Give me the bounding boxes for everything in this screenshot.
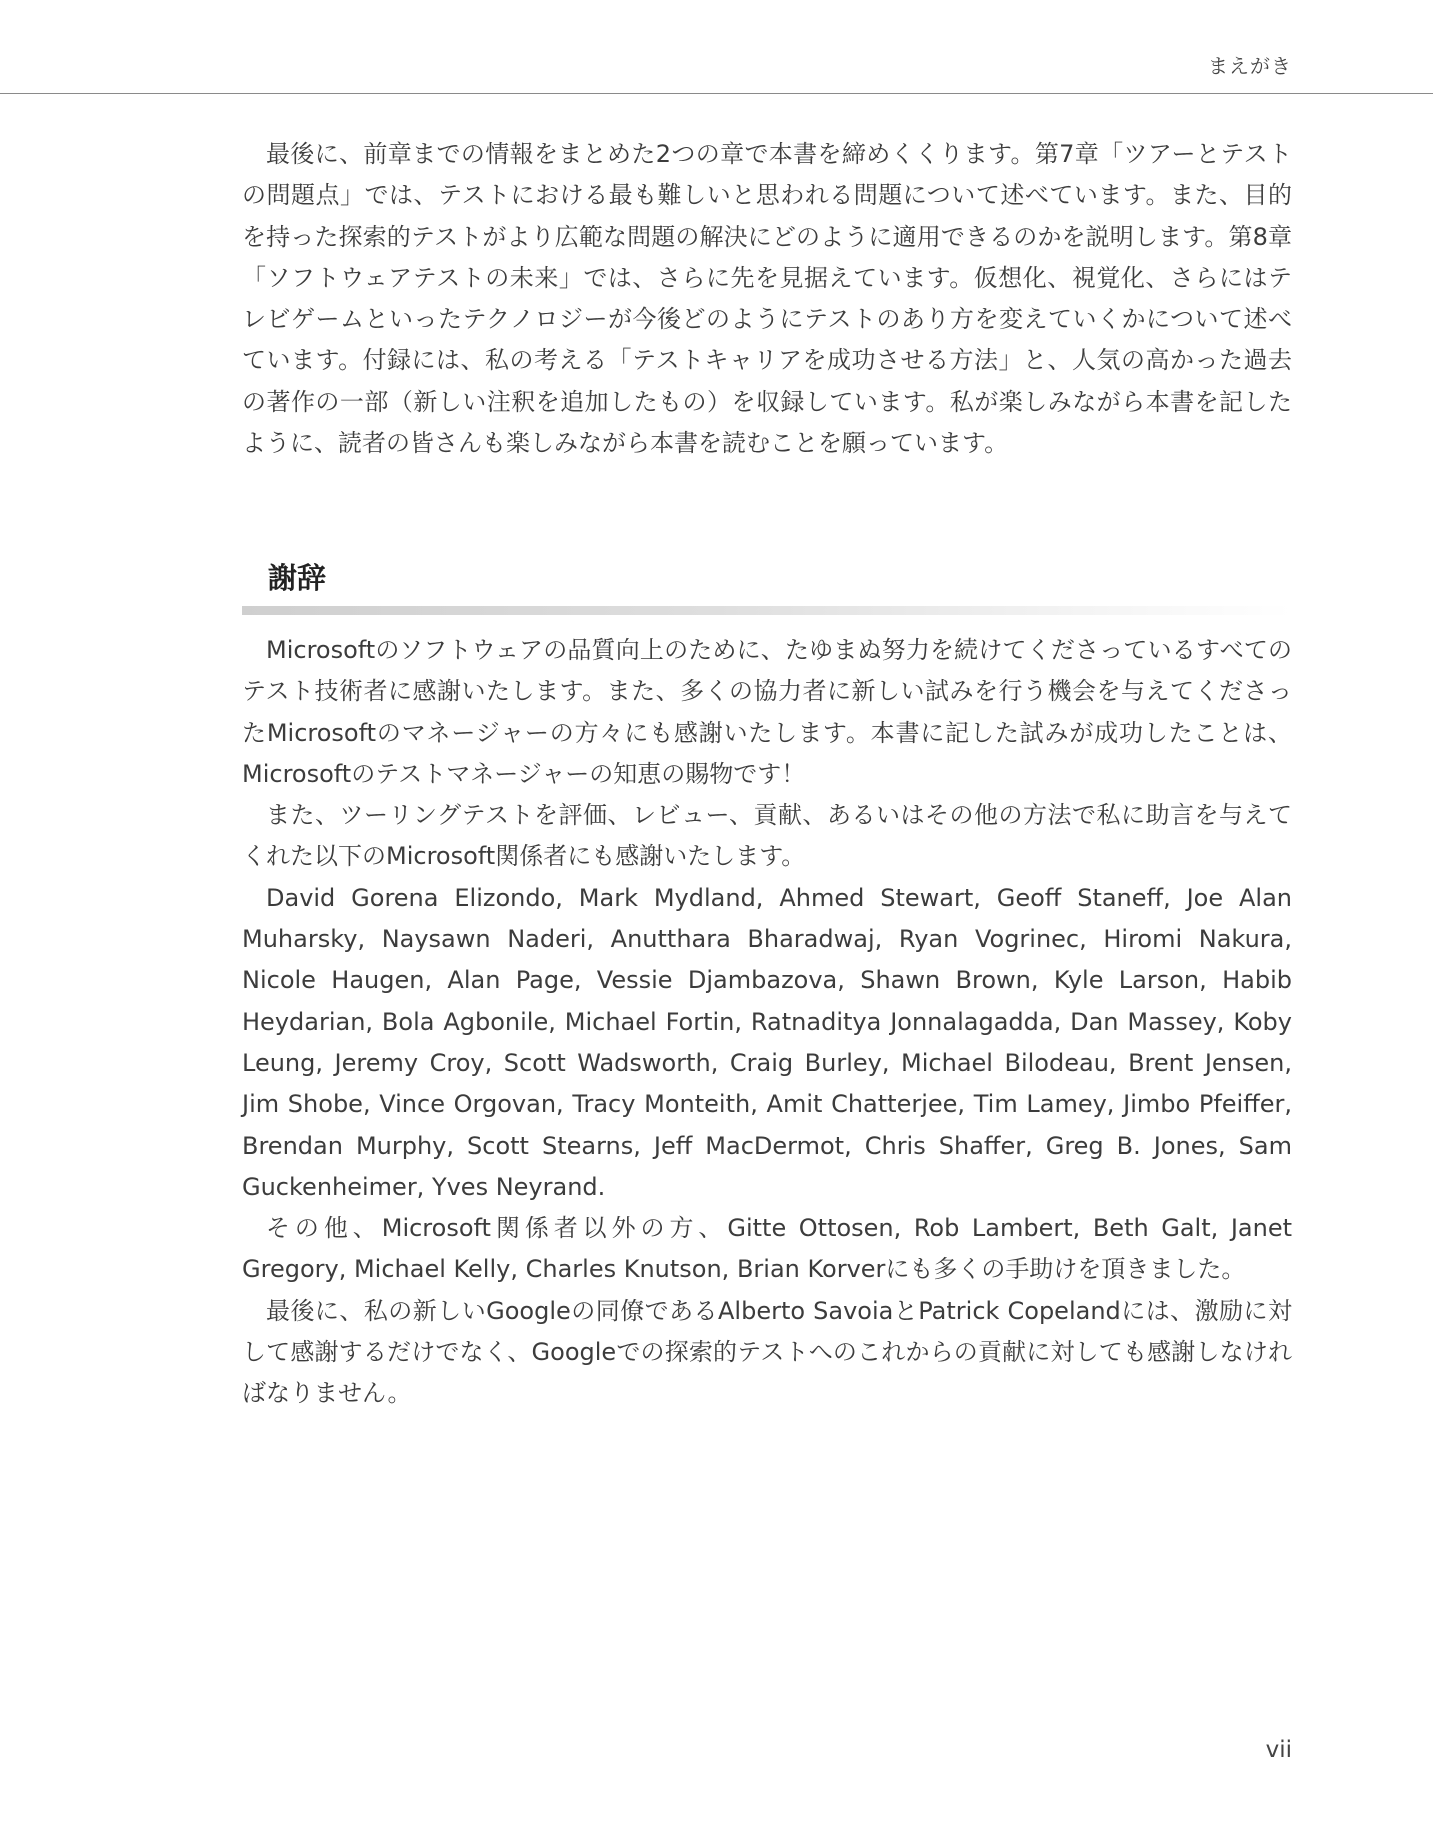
- acknowledgments-body: [242, 630, 1292, 1415]
- acknowledgments-title: 謝辞: [268, 561, 327, 595]
- ack-paragraph-2: また、ツーリングテストを評価、レビュー、貢献、あるいはその他の方法で私に助言を与えてくれた以下のMicrosoft関係者にも感謝いたします。: [242, 801, 1292, 871]
- intro-section: [242, 134, 1292, 464]
- intro-paragraph: 最後に、前章までの情報をまとめた2つの章で本書を締めくくります。第7章「ツアーとテストの問題点」では、テストにおける最も難しいと思われる問題について述べています。また、目的を持った探索的テストがより広範な問題の解決にどのように適用できるのかを説明します。第8章「ソフトウェアテストの未来」では、さらに先を見据えています。仮想化、視覚化、さらにはテレビゲームといったテクノロジーが今後どのようにテストのあり方を変えていくかについて述べています。付録には、私の考える「テストキャリアを成功させる方法」と、人気の高かった過去の著作の一部（新しい注釈を追加したもの）を収録しています。私が楽しみながら本書を記したように、読者の皆さんも楽しみながら本書を読むことを願っています。: [242, 140, 1292, 458]
- ack-paragraph-5: 最後に、私の新しいGoogleの同僚であるAlberto SavoiaとPatrick Copelandには、激励に対して感謝するだけでなく、Googleでの探索的テストへのこれからの貢献に対しても感謝しなければなりません。: [242, 1296, 1292, 1408]
- ack-paragraph-1: Microsoftのソフトウェアの品質向上のために、たゆまぬ努力を続けてくださっているすべてのテスト技術者に感謝いたします。また、多くの協力者に新しい試みを行う機会を与えてくださったMicrosoftのマネージャーの方々にも感謝いたします。本書に記した試みが成功したことは、Microsoftのテストマネージャーの知恵の賜物です！: [242, 636, 1292, 788]
- running-head: まえがき: [1208, 54, 1292, 78]
- ack-paragraph-names: David Gorena Elizondo, Mark Mydland, Ahmed Stewart, Geoff Staneff, Joe Alan Muharsky, Naysawn Naderi, Anutthara Bharadwaj, Ryan Vogrinec, Hiromi Nakura, Nicole Haugen, Alan Page, Vessie Djambazova, Shawn Brown, Kyle Larson, Habib Heydarian, Bola Agbonile, Michael Fortin, Ratnaditya Jonnalagadda, Dan Massey, Koby Leung, Jeremy Croy, Scott Wadsworth, Craig Burley, Michael Bilodeau, Brent Jensen, Jim Shobe, Vince Orgovan, Tracy Monteith, Amit Chatterjee, Tim Lamey, Jimbo Pfeiffer, Brendan Murphy, Scott Stearns, Jeff MacDermot, Chris Shaffer, Greg B. Jones, Sam Guckenheimer, Yves Neyrand.: [242, 883, 1292, 1201]
- page-number: vii: [1265, 1737, 1292, 1763]
- acknowledgments-title-rule: [242, 606, 1292, 615]
- ack-paragraph-4: その他、Microsoft関係者以外の方、Gitte Ottosen, Rob Lambert, Beth Galt, Janet Gregory, Michael Kelly, Charles Knutson, Brian Korverにも多くの手助けを頂きました。: [242, 1214, 1292, 1284]
- header-rule: [0, 93, 1433, 94]
